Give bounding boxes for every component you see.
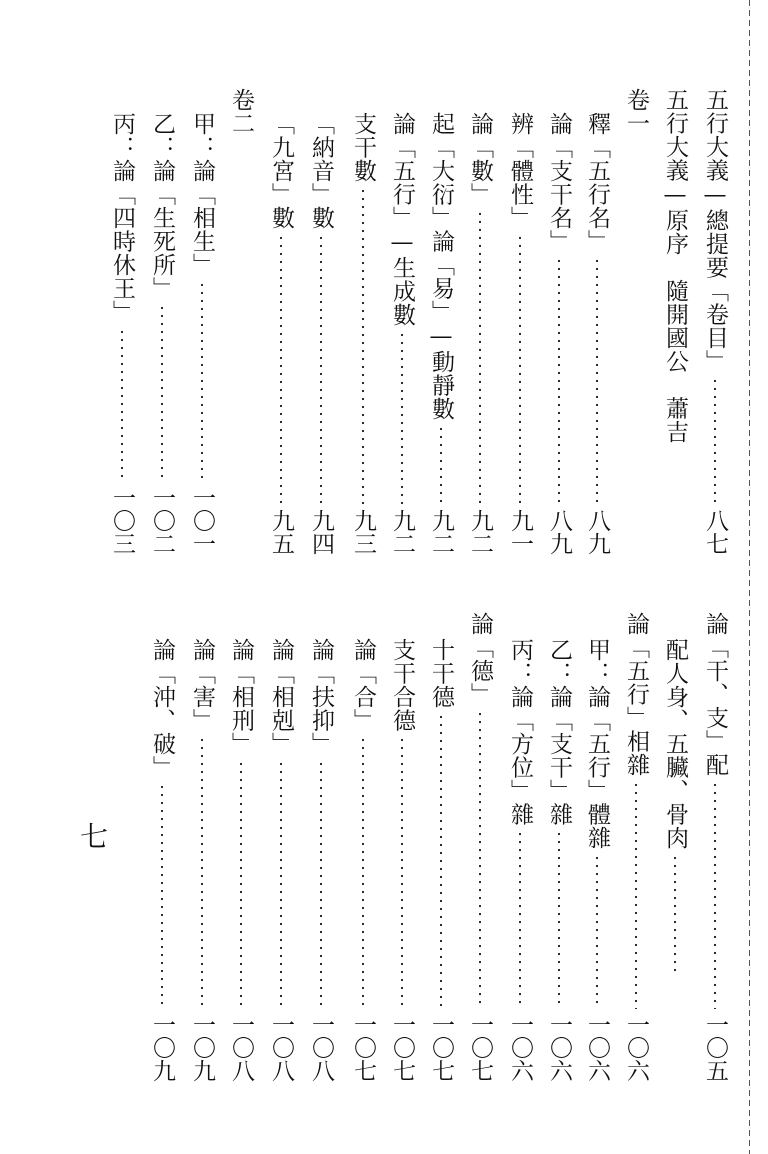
toc-entry <box>306 112 336 555</box>
entry-title: 論「五行」—生成數 <box>389 112 415 327</box>
dot-leader <box>161 304 163 482</box>
entry-title: 乙：論「生死所」 <box>149 112 175 300</box>
toc-entry <box>544 638 574 1082</box>
page-number: 八七 <box>702 509 728 555</box>
folio-page-number: 七 <box>80 820 109 853</box>
dot-leader <box>714 781 716 1010</box>
entry-title: 論「干、支」配 <box>702 612 728 777</box>
toc-entry <box>147 112 177 555</box>
entry-title: 丙：論「四時休王」 <box>109 112 135 324</box>
toc-entry <box>505 112 535 555</box>
dot-leader <box>635 781 637 1010</box>
page-number: 八九 <box>546 509 572 555</box>
toc-entry <box>582 112 612 555</box>
page-number: 一〇八 <box>308 1013 334 1082</box>
dot-leader <box>519 830 521 1009</box>
toc-entry <box>306 638 336 1082</box>
entry-title: 「納音」數 <box>308 112 334 230</box>
dot-leader <box>440 713 442 1010</box>
toc-entry <box>505 638 535 1082</box>
toc-entry <box>107 112 137 555</box>
page-number: 一〇七 <box>350 1013 376 1082</box>
dot-leader <box>558 830 560 1009</box>
toc-entry <box>426 638 456 1082</box>
toc-entry <box>187 638 217 1082</box>
dot-leader <box>121 328 123 483</box>
entry-title: 辨「體性」 <box>507 112 533 230</box>
toc-entry <box>348 112 378 555</box>
dot-leader <box>362 187 364 506</box>
entry-title: 起「大衍」論「易」—動靜數 <box>428 112 454 421</box>
dot-leader <box>440 425 442 506</box>
scan-edge-line <box>749 0 750 1154</box>
dot-leader <box>558 257 560 505</box>
dot-leader <box>401 736 403 1009</box>
entry-title: 五行大義—總提要「卷目」 <box>702 88 728 373</box>
toc-entry <box>544 112 574 555</box>
toc-entry <box>465 612 495 1082</box>
toc-entry <box>147 638 177 1082</box>
entry-title: 乙：論「支干」雜 <box>546 638 572 826</box>
dot-leader <box>240 760 242 1010</box>
page-number: 九二 <box>467 509 493 555</box>
entry-title: 論「相剋」 <box>268 638 294 756</box>
page-number: 一〇三 <box>109 486 135 555</box>
entry-title: 論「扶抑」 <box>308 638 334 756</box>
toc-entry <box>700 612 730 1082</box>
volume-heading: 卷一 <box>623 88 649 135</box>
page-number: 一〇二 <box>149 486 175 555</box>
entry-title: 支干合德 <box>389 638 415 732</box>
dot-leader <box>401 331 403 506</box>
dot-leader <box>674 854 676 975</box>
dot-leader <box>280 234 282 506</box>
dot-leader <box>280 760 282 1010</box>
toc-entry <box>660 638 690 978</box>
dot-leader <box>201 736 203 1009</box>
dot-leader <box>201 281 203 483</box>
page-number: 一〇八 <box>268 1013 294 1082</box>
dot-leader <box>479 210 481 505</box>
page-number: 八九 <box>584 509 610 555</box>
page-number: 一〇九 <box>149 1013 175 1082</box>
toc-entry <box>348 638 378 1082</box>
dot-leader <box>596 257 598 505</box>
entry-title: 論「害」 <box>189 638 215 732</box>
toc-heading <box>226 88 256 158</box>
page-number: 一〇六 <box>507 1013 533 1082</box>
dot-leader <box>519 234 521 506</box>
page-number: 一〇七 <box>467 1013 493 1082</box>
entry-title: 論「相刑」 <box>228 638 254 756</box>
page-number: 一〇六 <box>584 1013 610 1082</box>
page-number: 一〇一 <box>189 486 215 555</box>
toc-entry <box>426 112 456 555</box>
page-number: 九一 <box>507 509 533 555</box>
volume-heading: 卷二 <box>228 88 254 135</box>
entry-title: 甲：論「相生」 <box>189 112 215 277</box>
entry-title: 「九宮」數 <box>268 112 294 230</box>
dot-leader <box>714 377 716 505</box>
entry-title: 釋「五行名」 <box>584 112 610 253</box>
toc-entry <box>582 638 612 1082</box>
entry-title: 論「支干名」 <box>546 112 572 253</box>
page-number: 九二 <box>389 509 415 555</box>
entry-title: 論「沖、破」 <box>149 638 175 779</box>
page-number: 九五 <box>268 509 294 555</box>
entry-title: 論「數」 <box>467 112 493 206</box>
dot-leader <box>362 736 364 1009</box>
toc-entry <box>266 638 296 1082</box>
dot-leader <box>479 710 481 1009</box>
entry-title: 配人身、五臟、骨肉 <box>662 638 688 850</box>
toc-entry <box>387 112 417 555</box>
entry-title: 支干數 <box>350 112 376 183</box>
page-number: 一〇五 <box>702 1013 728 1082</box>
dot-leader <box>320 234 322 506</box>
page-number: 九四 <box>308 509 334 555</box>
entry-title: 五行大義—原序 隨開國公 蕭吉 <box>662 88 688 444</box>
page-number: 一〇八 <box>228 1013 254 1082</box>
entry-title: 論「五行」相雜 <box>623 612 649 777</box>
toc-entry <box>226 638 256 1082</box>
toc-entry <box>700 88 730 555</box>
page-number: 九三 <box>350 509 376 555</box>
page-number: 一〇七 <box>428 1013 454 1082</box>
toc-entry <box>621 612 651 1082</box>
page-number: 一〇六 <box>546 1013 572 1082</box>
entry-title: 論「合」 <box>350 638 376 732</box>
dot-leader <box>320 760 322 1010</box>
dot-leader <box>596 854 598 1010</box>
toc-entry <box>465 112 495 555</box>
toc-entry <box>187 112 217 555</box>
dot-leader <box>161 783 163 1009</box>
page-number: 一〇六 <box>623 1013 649 1082</box>
page-number: 九二 <box>428 509 454 555</box>
entry-title: 十干德 <box>428 638 454 709</box>
toc-heading <box>621 88 651 158</box>
toc-entry <box>266 112 296 555</box>
toc-entry <box>387 638 417 1082</box>
entry-title: 論「德」 <box>467 612 493 706</box>
page-number: 一〇九 <box>189 1013 215 1082</box>
entry-title: 甲：論「五行」體雜 <box>584 638 610 850</box>
entry-title: 丙：論「方位」雜 <box>507 638 533 826</box>
toc-entry <box>660 88 690 468</box>
page-number: 一〇七 <box>389 1013 415 1082</box>
